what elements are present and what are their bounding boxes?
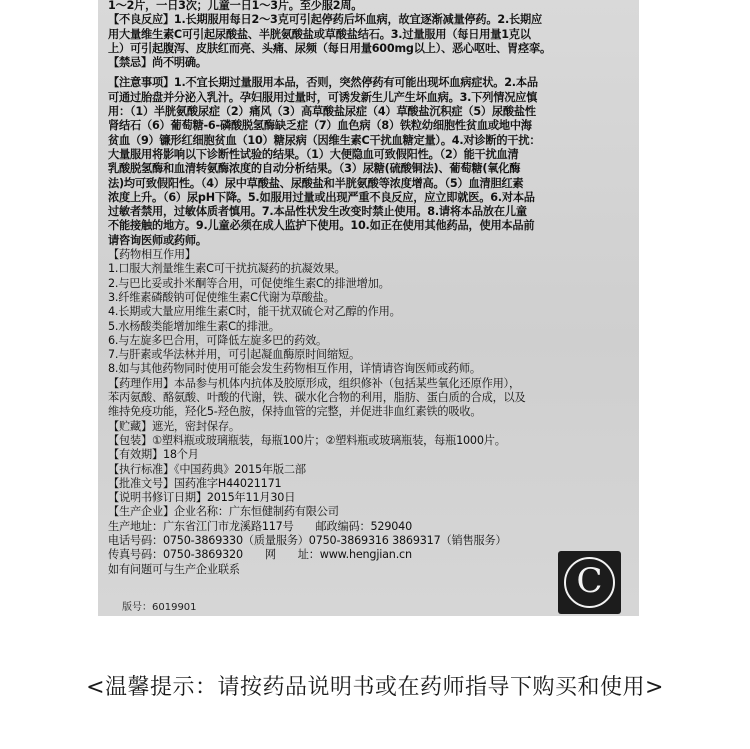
version-number: 版号：6019901 — [122, 602, 197, 613]
leaflet-line: 乳酸脱氢酶和血清转氨酶浓度的自动分析结果。（3）尿糖(硫酸铜法)、葡萄糖(氧化酶 — [108, 162, 521, 176]
leaflet-line: 生产地址：广东省江门市龙溪路117号 邮政编码：529040 — [108, 519, 412, 533]
leaflet-line: 浓度上升。（6）尿pH下降。5.如服用过量或出现严重不良反应，应立即就医。6.对本品 — [108, 190, 535, 204]
leaflet-line: 【药物相互作用】 — [108, 248, 196, 262]
leaflet-line: 用：（1）半胱氨酸尿症（2）痛风（3）高草酸盐尿症（4）草酸盐沉积症（5）尿酸盐性 — [108, 105, 536, 119]
leaflet-line: 如有问题可与生产企业联系 — [108, 562, 240, 576]
leaflet-line: 8.如与其他药物同时使用可能会发生药物相互作用，详情请咨询医师或药师。 — [108, 362, 481, 376]
leaflet-line: 传真号码：0750-3869320 网 址：www.hengjian.cn — [108, 548, 412, 562]
leaflet-line: 可通过胎盘并分泌入乳汁。孕妇服用过量时，可诱发新生儿产生坏血病。3.下列情况应慎 — [108, 90, 538, 104]
leaflet-line: 【说明书修订日期】2015年11月30日 — [108, 491, 296, 505]
leaflet-line: 过敏者禁用，过敏体质者慎用。7.本品性状发生改变时禁止使用。8.请将本品放在儿童 — [108, 205, 527, 219]
leaflet-line: 【不良反应】1.长期服用每日2～3克可引起停药后坏血病，故宜逐渐减量停药。2.长期应 — [108, 13, 542, 27]
leaflet-line: 用大量维生素C可引起尿酸盐、半胱氨酸盐或草酸盐结石。3.过量服用（每日用量1克以 — [108, 27, 531, 41]
logo-letter: C — [576, 561, 603, 601]
leaflet-line: 法)均可致假阳性。（4）尿中草酸盐、尿酸盐和半胱氨酸等浓度增高。（5）血清胆红素 — [108, 176, 524, 190]
leaflet-line: 2.与巴比妥或扑米酮等合用，可促使维生素C的排泄增加。 — [108, 276, 390, 290]
leaflet-line: 电话号码：0750-3869330（质量服务）0750-3869316 3869317（销售服务） — [108, 533, 507, 547]
leaflet-line: 肾结石（6）葡萄糖-6-磷酸脱氢酶缺乏症（7）血色病（8）铁粒幼细胞性贫血或地中海 — [108, 119, 532, 133]
leaflet-line: 6.与左旋多巴合用，可降低左旋多巴的药效。 — [108, 333, 328, 347]
leaflet-line: 大量服用将影响以下诊断性试验的结果。（1）大便隐血可致假阳性。（2）能干扰血清 — [108, 147, 519, 161]
leaflet-line: 【禁忌】尚不明确。 — [108, 56, 207, 70]
medicine-leaflet — [98, 0, 639, 616]
leaflet-line: 5.水杨酸类能增加维生素C的排泄。 — [108, 319, 280, 333]
leaflet-line: 【批准文号】国药准字H44021171 — [108, 476, 282, 490]
leaflet-line: 苯丙氨酸、酪氨酸、叶酸的代谢，铁、碳水化合物的利用，脂肪、蛋白质的合成，以及 — [108, 391, 526, 405]
leaflet-line: 维持免疫功能，羟化5-羟色胺，保持血管的完整，并促进非血红素铁的吸收。 — [108, 405, 482, 419]
warm-tip-caption: <温馨提示：请按药品说明书或在药师指导下购买和使用> — [86, 675, 664, 700]
leaflet-line: 不能接触的地方。9.儿童必须在成人监护下使用。10.如正在使用其他药品，使用本品前 — [108, 219, 535, 233]
leaflet-line: 【生产企业】企业名称：广东恒健制药有限公司 — [108, 505, 339, 519]
leaflet-line: 【有效期】18个月 — [108, 448, 199, 462]
leaflet-text-column — [108, 0, 636, 577]
leaflet-line: 【贮藏】遮光，密封保存。 — [108, 419, 240, 433]
leaflet-line: 7.与肝素或华法林并用，可引起凝血酶原时间缩短。 — [108, 348, 361, 362]
leaflet-line: 【包装】①塑料瓶或玻璃瓶装，每瓶100片；②塑料瓶或玻璃瓶装，每瓶1000片。 — [108, 433, 506, 447]
leaflet-line: 3.纤维素磷酸钠可促使维生素C代谢为草酸盐。 — [108, 290, 335, 304]
leaflet-line: 请咨询医师或药师。 — [108, 233, 207, 247]
leaflet-line: 【注意事项】1.不宜长期过量服用本品，否则，突然停药有可能出现坏血病症状。2.本品 — [108, 76, 538, 90]
pharma-logo-icon — [558, 551, 621, 614]
leaflet-line: 【药理作用】本品参与机体内抗体及胶原形成，组织修补（包括某些氧化还原作用）， — [108, 376, 520, 390]
leaflet-line: 贫血（9）镰形红细胞贫血（10）糖尿病（因维生素C干扰血糖定量）。4.对诊断的干扰： — [108, 133, 541, 147]
leaflet-line: 1.口服大剂量维生素C可干扰抗凝药的抗凝效果。 — [108, 262, 346, 276]
leaflet-line: 1～2片，一日3次；儿童一日1～3片。至少服2周。 — [108, 0, 363, 12]
leaflet-line: 上）可引起腹泻、皮肤红而亮、头痛、尿频（每日用量600mg以上）、恶心呕吐、胃痉挛。 — [108, 41, 551, 55]
leaflet-line: 【执行标准】《中国药典》2015年版二部 — [108, 462, 306, 476]
leaflet-line: 4.长期或大量应用维生素C时，能干扰双硫仑对乙醇的作用。 — [108, 305, 401, 319]
